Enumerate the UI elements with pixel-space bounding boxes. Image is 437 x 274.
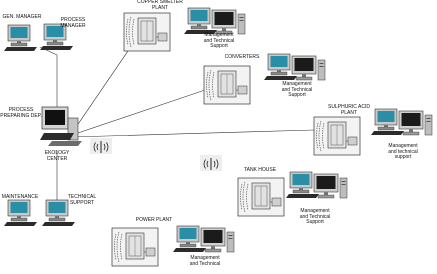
tank-house-plant-icon <box>238 178 284 216</box>
sulphuric-acid-plant-icon <box>314 117 360 155</box>
converters-support-label: Management and Technical Support <box>281 81 313 99</box>
converters-label: CONVERTERS <box>224 54 260 60</box>
ekology-center-label: EKOLOGY CENTER <box>44 150 70 162</box>
tank-house-support-label: Management and Technical Support <box>299 208 331 226</box>
gen-manager-computer-icon <box>4 25 37 51</box>
tank-house-label: TANK HOUSE <box>243 167 277 173</box>
tank-house-support-station-icon <box>286 172 347 198</box>
smelter-support-station-icon <box>184 8 245 34</box>
power-plant-support-station-icon <box>173 226 234 252</box>
wireless-antenna-icon-tank <box>200 155 222 171</box>
smelter-support-label: Management and Technical Support <box>203 32 235 50</box>
power-plant-icon <box>112 228 158 266</box>
maintenance-label: MAINTENANCE <box>1 194 39 200</box>
power-plant-support-label: Management and Technical <box>189 255 221 267</box>
copper-smelter-plant-icon <box>124 13 170 51</box>
sulphuric-support-label: Management and technical support <box>388 143 418 161</box>
converters-plant-icon <box>204 66 250 104</box>
sulphuric-support-station-icon <box>371 109 432 135</box>
copper-smelter-plant-label: COPPER SMELTER PLANT <box>137 0 183 11</box>
maintenance-computer-icon <box>4 200 37 226</box>
process-manager-label: PROCESS MANAGER <box>60 17 86 29</box>
gen-manager-label: GEN. MANAGER <box>2 14 42 20</box>
technical-support-label: TECHNICAL SUPPORT <box>67 194 97 206</box>
converters-support-station-icon <box>264 54 325 80</box>
ekology-center-workstation-icon <box>40 107 82 146</box>
power-plant-label: POWER PLANT <box>135 217 173 223</box>
wireless-antenna-icon <box>90 138 112 154</box>
sulphuric-acid-plant-label: SULPHURIC ACID PLANT <box>328 104 370 116</box>
process-preparing-dep-label: PROCESS PREPARING DEP. <box>0 107 42 119</box>
